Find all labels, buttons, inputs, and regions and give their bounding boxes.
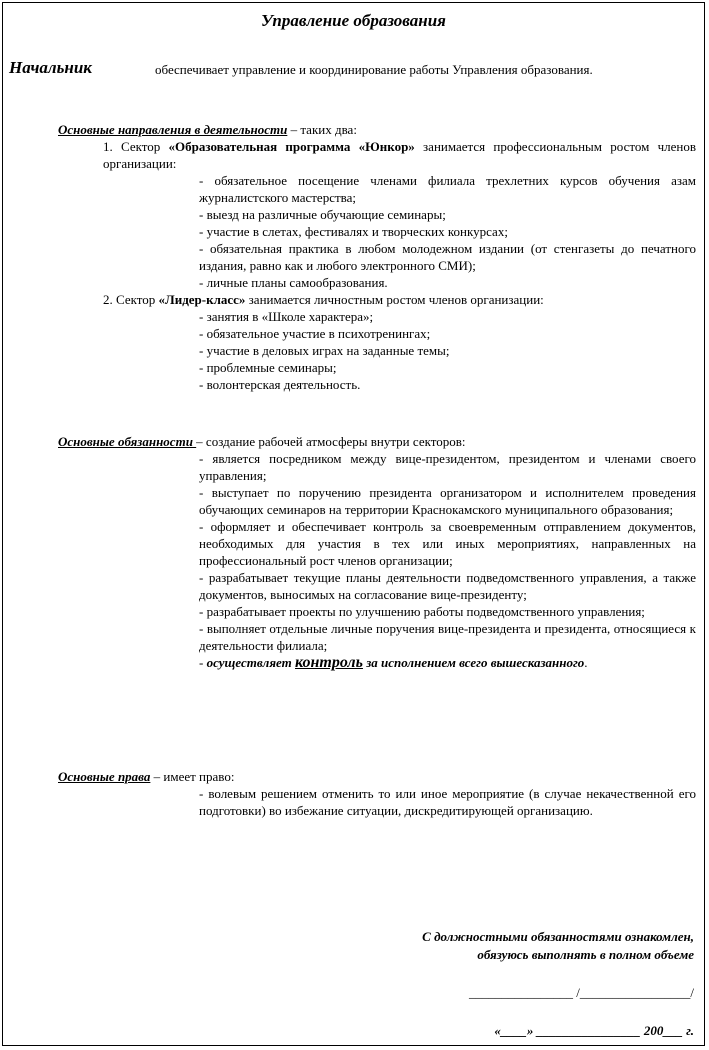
- sector-2: [103, 291, 696, 308]
- directions-heading: [58, 121, 696, 138]
- sector-1: [103, 138, 696, 172]
- sector-1-name: «Образовательная программа «Юнкор»: [168, 139, 415, 154]
- rights-title: Основные права: [58, 769, 151, 784]
- sector-2-name: «Лидер-класс»: [158, 292, 246, 307]
- rights-intro: – имеет право:: [150, 769, 235, 784]
- duties-intro: – создание рабочей атмосферы внутри секторов:: [196, 434, 466, 449]
- head-position-label: Начальник: [9, 58, 92, 77]
- duties-heading: [58, 433, 696, 450]
- directions-title: Основные направления в деятельности: [58, 122, 288, 137]
- head-position-text: обеспечивает управление и координирование работы Управления образования.: [155, 62, 593, 77]
- date-line: «____» ________________ 200___ г.: [494, 1023, 694, 1038]
- sector-2-items: [199, 308, 696, 393]
- list-item: - волевым решением отменить то или иное мероприятие (в случае некачественной его подготовки) во избежание ситуации, дискредитирующей организацию.: [199, 786, 696, 818]
- sector-1-prefix: 1. Сектор: [103, 139, 169, 154]
- document-page: [2, 2, 705, 1046]
- list-item: - обязательная практика в любом молодежном издании (от стенгазеты до печатного издания, равно как и любого электронного СМИ);: [199, 241, 696, 273]
- signature-blank-line: ________________ /_________________/: [469, 985, 694, 1000]
- duties-items: [199, 450, 696, 671]
- list-item: - выполняет отдельные личные поручения вице-президента и президента, относящиеся к деятельности филиала;: [199, 621, 696, 653]
- control-after: за исполнением всего вышесказанного: [362, 655, 585, 670]
- list-item: - является посредником между вице-президентом, президентом и членами своего управления;: [199, 451, 696, 483]
- sector-2-suffix: занимается личностным ростом членов организации:: [245, 292, 544, 307]
- duties-section: [58, 433, 696, 671]
- list-item: - участие в деловых играх на заданные темы;: [199, 343, 450, 358]
- duties-title: Основные обязанности: [58, 434, 197, 449]
- list-item: - участие в слетах, фестивалях и творческих конкурсах;: [199, 224, 508, 239]
- control-dash: -: [199, 655, 207, 670]
- head-position-row: [9, 58, 696, 78]
- list-item: - занятия в «Школе характера»;: [199, 309, 374, 324]
- rights-items: [199, 785, 696, 819]
- directions-intro: – таких два:: [287, 122, 357, 137]
- acknowledgement-line-1: С должностными обязанностями ознакомлен,: [422, 929, 694, 944]
- page-title: Управление образования: [261, 11, 446, 30]
- list-item: - личные планы самообразования.: [199, 275, 388, 290]
- acknowledgement-line-2: обязуюсь выполнять в полном объеме: [477, 947, 694, 962]
- rights-heading: [58, 768, 696, 785]
- directions-section: [58, 121, 696, 393]
- list-item: - обязательное участие в психотренингах;: [199, 326, 431, 341]
- list-item-control: [199, 654, 696, 671]
- list-item: - выезд на различные обучающие семинары;: [199, 207, 446, 222]
- control-end: .: [584, 655, 588, 670]
- list-item: - разрабатывает проекты по улучшению работы подведомственного управления;: [199, 604, 645, 619]
- list-item: - обязательное посещение членами филиала трехлетних курсов обучения азам журналистского мастерства;: [199, 173, 696, 205]
- rights-section: [58, 768, 696, 819]
- control-keyword: контроль: [295, 654, 363, 671]
- list-item: - оформляет и обеспечивает контроль за своевременным отправлением документов, необходимых для участия в тех или иных мероприятиях, направленных на профессиональный рост членов организации;: [199, 519, 696, 568]
- list-item: - выступает по поручению президента организатором и исполнителем проведения обучающих семинаров на территории Краснокамского муниципального образования;: [199, 485, 696, 517]
- sector-2-prefix: 2. Сектор: [103, 292, 159, 307]
- list-item: - проблемные семинары;: [199, 360, 337, 375]
- control-before: осуществляет: [206, 655, 295, 670]
- sector-1-suffix: занимается профессиональным ростом членов организации:: [103, 139, 696, 171]
- list-item: - волонтерская деятельность.: [199, 377, 361, 392]
- sector-1-items: [199, 172, 696, 291]
- list-item: - разрабатывает текущие планы деятельности подведомственного управления, а также документов, выносимых на согласование вице-президенту;: [199, 570, 696, 602]
